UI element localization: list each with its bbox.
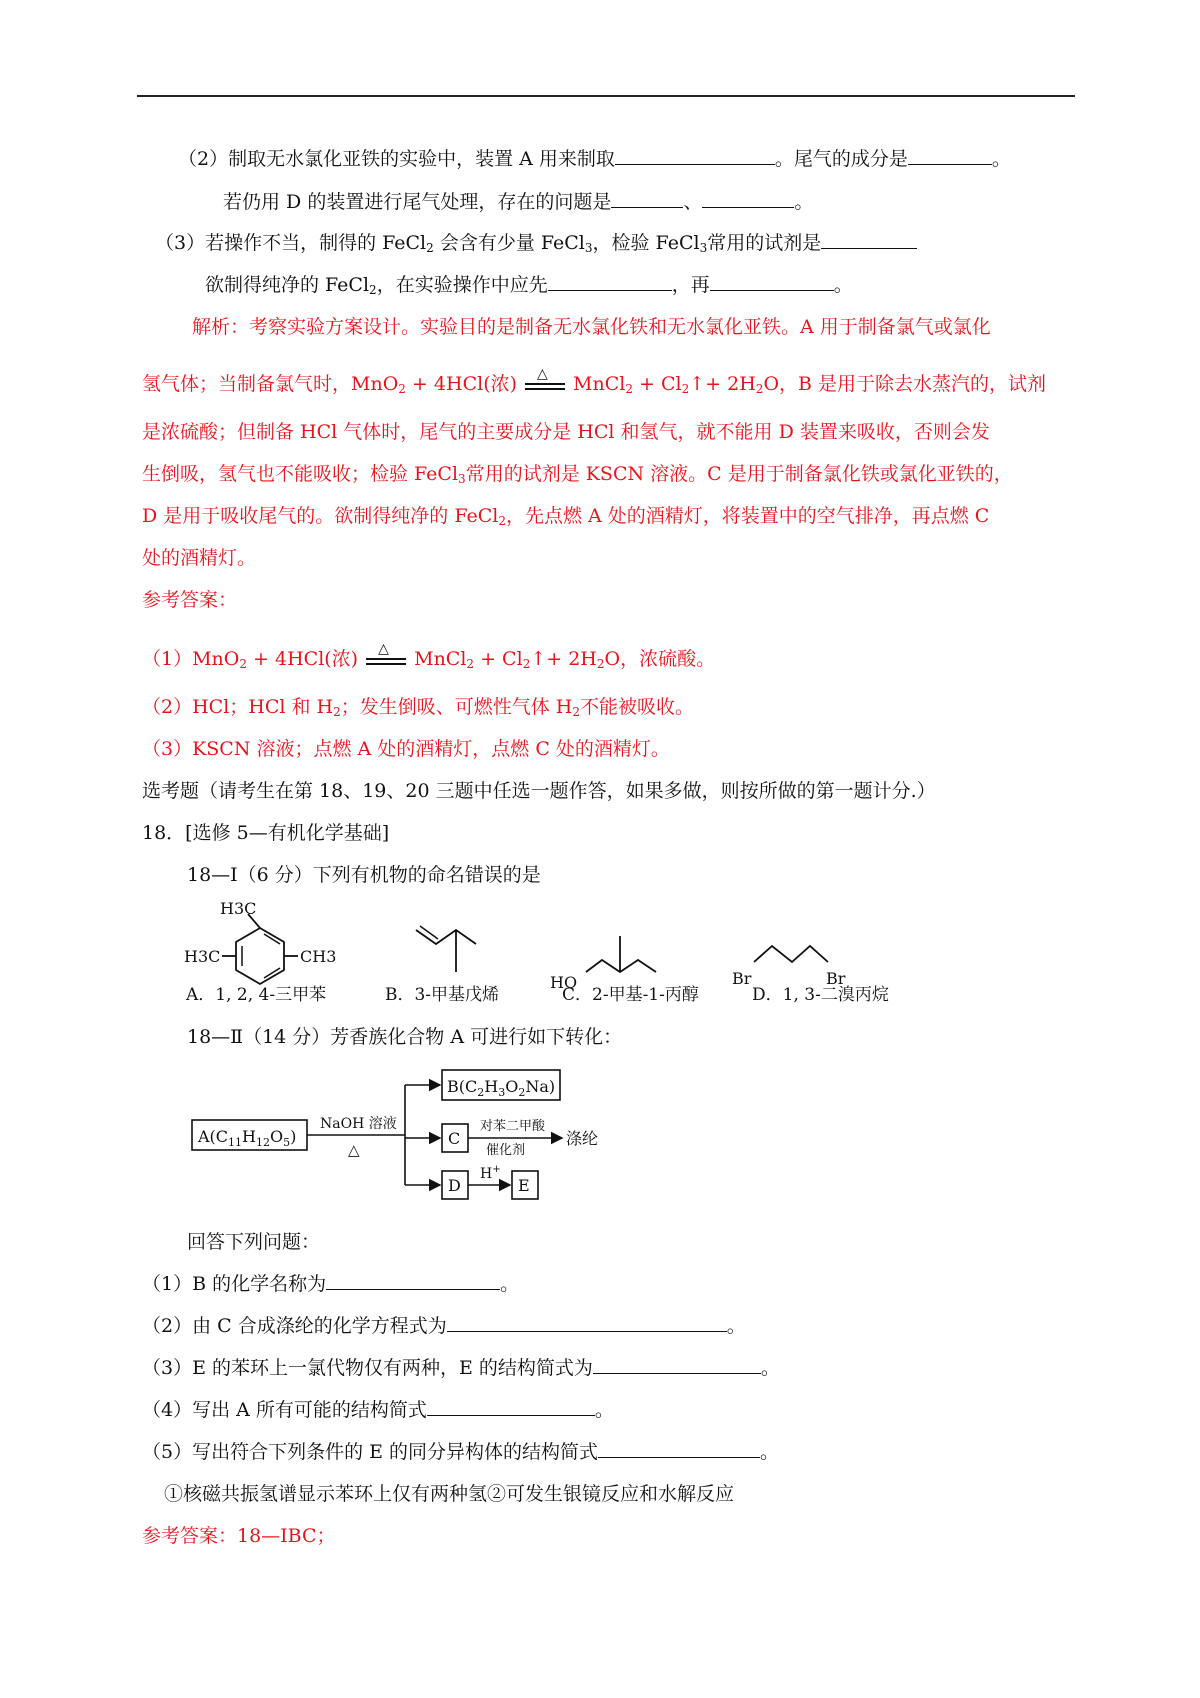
svg-text:对苯二甲酸 [480,1118,546,1134]
analysis-line4: 生倒吸，氢气也不能吸收；检验 FeCl$_3$常用的试剂是 KSCN 溶液。C 是用于制备氯化铁或氯化亚铁的， [142,463,1013,486]
analysis-line6: 处的酒精灯。 [142,547,257,569]
br-label-right: Br [826,969,846,988]
question-18-2: 18—Ⅱ（14 分）芳香族化合物 A 可进行如下转化： [187,1026,623,1048]
svg-text:H3C [184,947,220,966]
br-label-left: Br [732,969,752,988]
answer-blank[interactable] [611,189,683,208]
ch3-right-label: CH3 [300,947,337,966]
h3c-top-label: H3C [220,899,257,918]
svg-text:E [518,1176,530,1195]
q2-line1: （2）制取无水氯化亚铁的实验中，装置 A 用来制取 。尾气的成分是 。 [178,148,1011,170]
answer-blank[interactable] [710,272,834,291]
answer-blank[interactable] [593,1355,761,1374]
svg-text:Br [732,969,752,988]
h-plus-label: H+ [480,1164,501,1182]
h3c-left-label: H3C [184,947,221,966]
structures-figure [180,900,940,1005]
svg-text:NaOH 溶液 [320,1115,397,1132]
answer-blank[interactable] [908,146,992,165]
svg-text:D [448,1176,461,1195]
choice-d: D．1, 3-二溴丙烷 [752,985,889,1005]
svg-text:C．2-甲基-1-丙醇 [562,985,699,1005]
compound-e: E [518,1176,530,1195]
reagent-terephthalic: 对苯二甲酸 [480,1119,546,1134]
answer-3: （3）KSCN 溶液；点燃 A 处的酒精灯，点燃 C 处的酒精灯。 [142,738,670,760]
naoh-label: NaOH 溶液 [320,1116,397,1132]
svg-text:D．1, 3-二溴丙烷 [752,985,889,1005]
answer-blank[interactable] [821,230,917,249]
answer-blank[interactable] [427,1397,595,1416]
svg-text:A．1, 2, 4-三甲苯 [185,985,326,1005]
answer-prompt: 回答下列问题： [187,1231,321,1253]
choice-c: C．2-甲基-1-丙醇 [562,985,699,1005]
analysis-line2: 氢气体；当制备氯气时，MnO$_2$ + 4HCl(浓) △ MnCl$_2$ + $Cl_2↑+ 2H_2O$，B 是用于除去水蒸汽的，试剂 [142,366,1047,396]
q3-line1: （3）若操作不当，制得的 FeCl$_2$ 会含有少量 FeCl$_3$，检验 FeCl$_3$常用的试剂是 [155,230,917,256]
subq-5: （5）写出符合下列条件的 E 的同分异构体的结构简式 。 [142,1441,780,1463]
ho-label: HO [550,973,578,992]
compound-b: $B(C_2H_3O_2Na)$ [447,1077,556,1099]
section-18-title: 18．[选修 5—有机化学基础] [142,822,390,844]
header-rule [137,95,1075,97]
reference-answer-18: 参考答案：18—ⅠBC； [142,1525,336,1547]
answer-blank[interactable] [326,1271,500,1290]
conditions: ①核磁共振氢谱显示苯环上仅有两种氢②可发生银镜反应和水解反应 [164,1483,735,1505]
question-18-1: 18—Ⅰ（6 分）下列有机物的命名错误的是 [187,864,541,886]
structure-a [184,899,336,984]
subq-1: （1）B 的化学名称为 。 [142,1273,520,1295]
svg-text:H3C [220,899,256,918]
structure-d [732,946,846,988]
choice-b: B．3-甲基戊烯 [385,985,500,1005]
reaction-scheme [190,1060,670,1195]
heat-equals-sign: △ [525,375,565,395]
answer-blank[interactable] [598,1439,760,1458]
svg-text:CH3 [300,947,336,966]
svg-text:C [448,1129,460,1148]
heat-equals-sign: △ [366,650,406,670]
svg-text:B．3-甲基戊烯 [385,984,499,1005]
answer-blank[interactable] [447,1313,727,1332]
answer-blank[interactable] [615,146,775,165]
subq-3: （3）E 的苯环上一氯代物仅有两种，E 的结构简式为 。 [142,1357,780,1379]
analysis-line3: 是浓硫酸；但制备 HCl 气体时，尾气的主要成分是 HCl 和氢气，就不能用 D 装置来吸收，否则会发 [142,421,990,443]
answer-2: （2）HCl；HCl 和 $H_2$；发生倒吸、可燃性气体 $H_2$不能被吸收。 [142,696,695,719]
subq-4: （4）写出 A 所有可能的结构简式 。 [142,1399,614,1421]
q2-line2: 若仍用 D 的装置进行尾气处理，存在的问题是 、 。 [223,191,814,213]
subq-2: （2）由 C 合成涤纶的化学方程式为 。 [142,1315,746,1337]
compound-d: D [448,1176,461,1195]
compound-a: $A(C_{11}H_{12}O_5)$ [198,1127,297,1149]
analysis-line1: 解析：考察实验方案设计。实验目的是制备无水氯化铁和无水氯化亚铁。A 用于制备氯气或氯化 [192,316,991,338]
svg-text:催化剂 [486,1142,525,1158]
svg-text:△ [348,1141,360,1159]
choice-a: A．1, 2, 4-三甲苯 [186,985,327,1005]
product-polyester: 涤纶 [566,1129,599,1148]
structure-c [550,936,656,992]
analysis-line5: D 是用于吸收尾气的。欲制得纯净的 FeCl$_2$，先点燃 A 处的酒精灯，将装置中的空气排净，再点燃 C [142,505,990,528]
answer-blank[interactable] [548,272,672,291]
answer-blank[interactable] [702,189,794,208]
heat-label: △ [348,1141,360,1159]
svg-text:涤纶 [566,1129,598,1148]
optional-intro: 选考题（请考生在第 18、19、20 三题中任选一题作答，如果多做，则按所做的第一题计分.） [142,780,936,802]
structure-b [416,926,476,972]
answer-1: （1）MnO$_2$ + 4HCl(浓) △ MnCl$_2$ + $Cl_2↑+ 2H_2O$，浓硫酸。 [142,641,716,671]
compound-c: C [448,1129,461,1148]
reference-answer-title: 参考答案： [142,589,238,611]
q3-line2: 欲制得纯净的 FeCl$_2$，在实验操作中应先 ，再 。 [205,274,853,297]
reagent-catalyst: 催化剂 [486,1143,526,1158]
